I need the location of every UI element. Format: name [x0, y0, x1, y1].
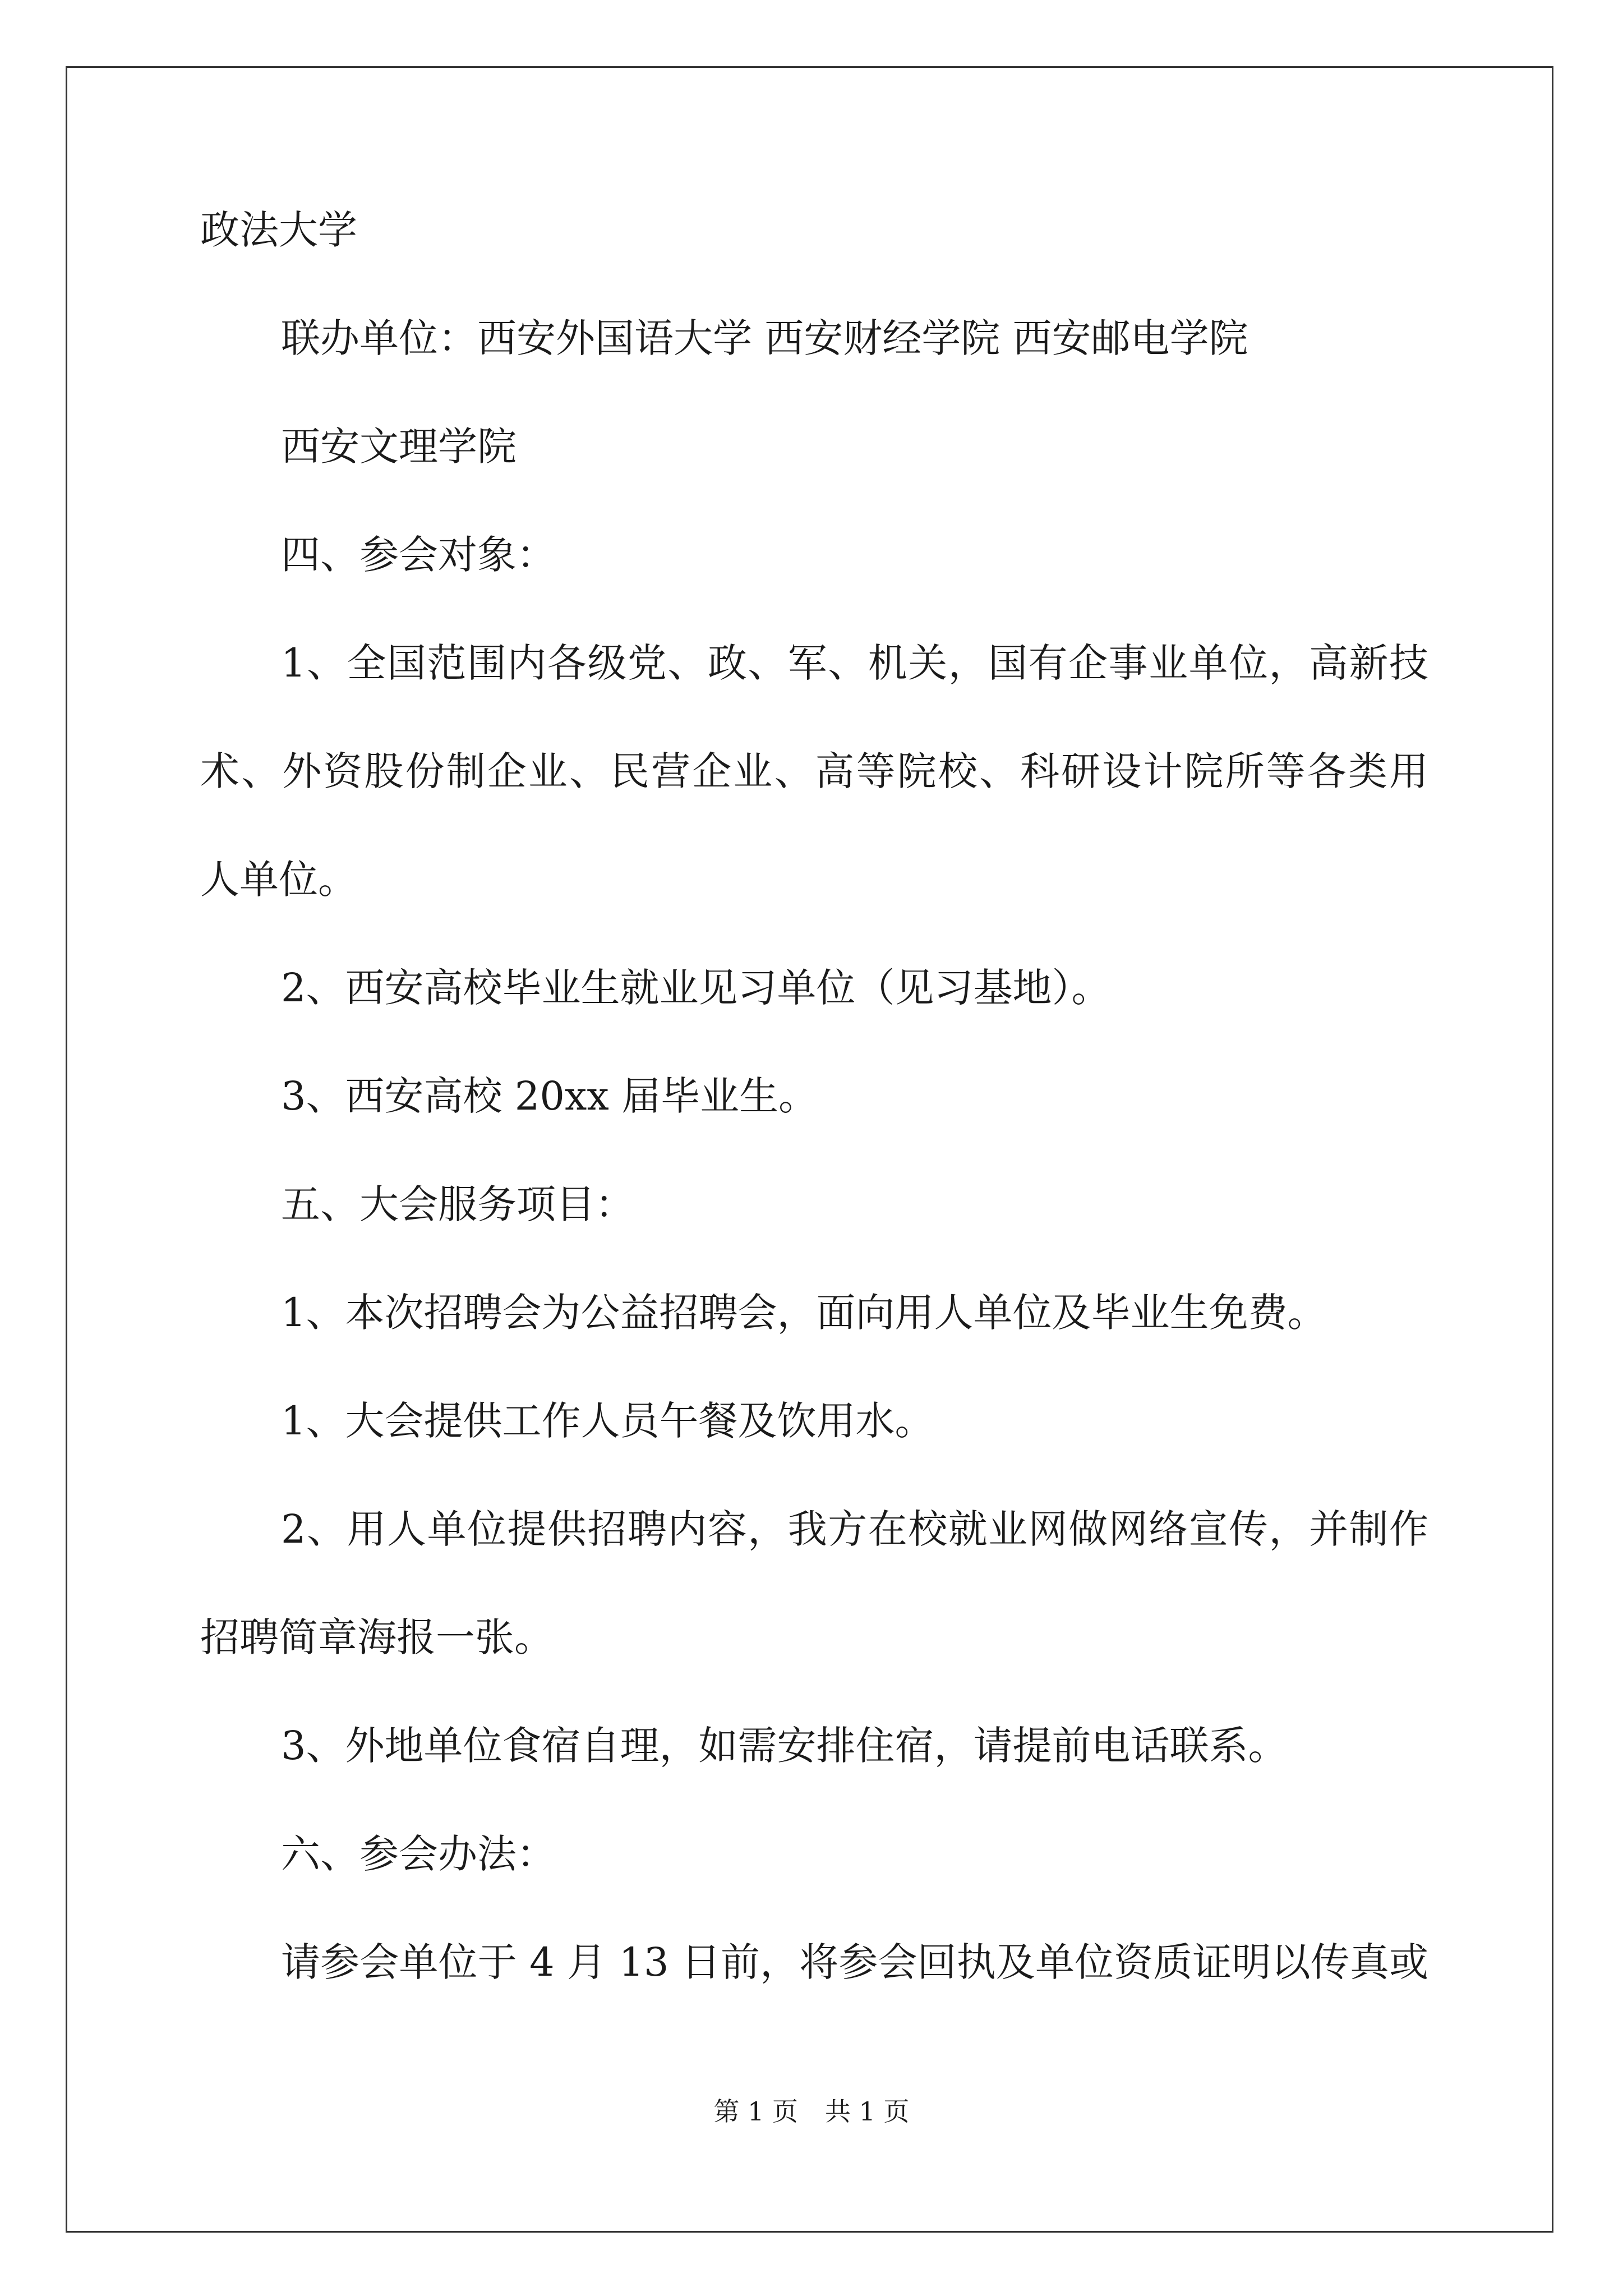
page-total: 共 1 页: [825, 2096, 910, 2127]
text-line: 3、外地单位食宿自理，如需安排住宿，请提前电话联系。: [281, 1723, 1288, 1769]
page-number: 第 1 页: [713, 2096, 798, 2127]
section-heading: 四、参会对象：: [281, 532, 556, 578]
text-line: 3、西安高校 20xx 届毕业生。: [281, 1073, 818, 1119]
text-line: 西安文理学院: [281, 424, 517, 470]
text-line: 1、大会提供工作人员午餐及饮用水。: [281, 1398, 934, 1444]
text-line: 2、西安高校毕业生就业见习单位（见习基地）。: [281, 965, 1111, 1011]
text-line: 1、全国范围内各级党、政、军、机关，国有企事业单位，高新技: [281, 640, 1428, 686]
text-line: 联办单位：西安外国语大学 西安财经学院 西安邮电学院: [281, 315, 1248, 361]
text-line: 1、本次招聘会为公益招聘会，面向用人单位及毕业生免费。: [281, 1290, 1327, 1336]
text-line: 招聘简章海报一张。: [200, 1614, 554, 1660]
page-border: [66, 66, 1553, 2233]
text-line: 政法大学: [200, 207, 357, 253]
text-line: 2、用人单位提供招聘内容，我方在校就业网做网络宣传，并制作: [281, 1506, 1428, 1552]
text-line: 人单位。: [200, 857, 357, 903]
text-line: 术、外资股份制企业、民营企业、高等院校、科研设计院所等各类用: [200, 748, 1428, 794]
text-line: 请参会单位于 4 月 13 日前，将参会回执及单位资质证明以传真或: [281, 1939, 1428, 1985]
page-footer: [0, 2095, 1623, 2128]
section-heading: 五、大会服务项目：: [281, 1181, 634, 1227]
section-heading: 六、参会办法：: [281, 1831, 556, 1877]
